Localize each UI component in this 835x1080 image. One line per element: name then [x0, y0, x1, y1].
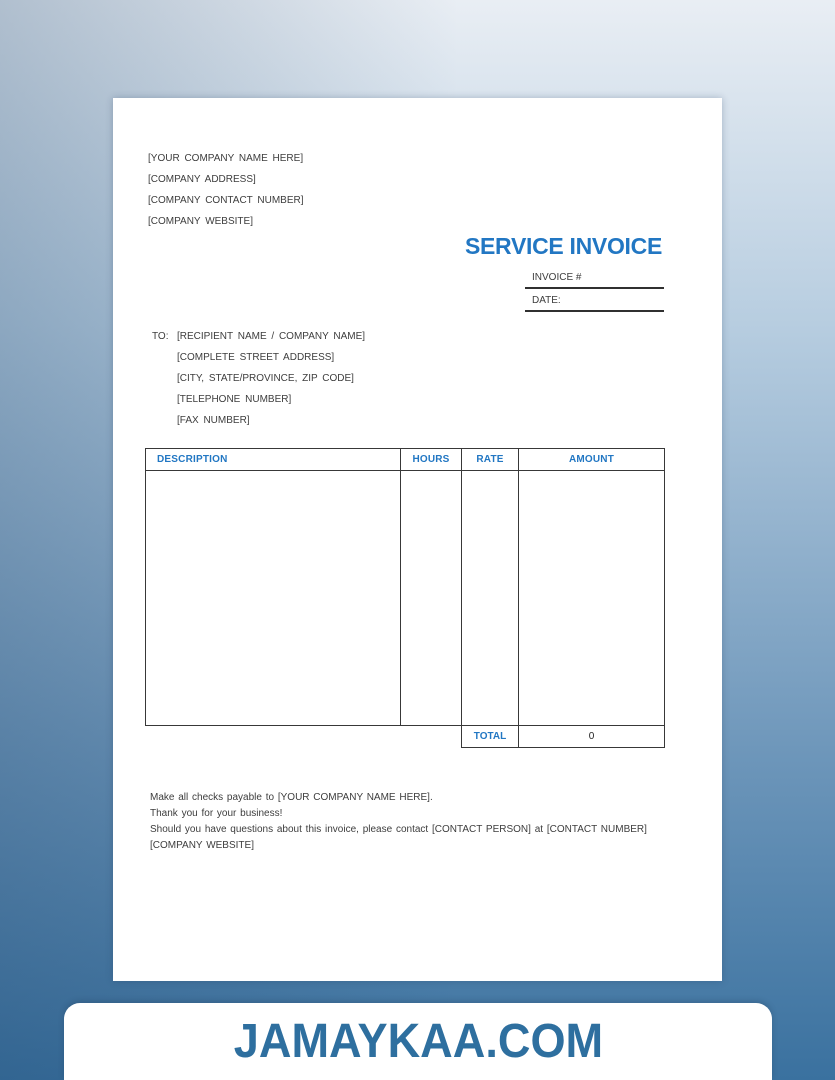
cell-amount — [519, 471, 665, 726]
header-description: DESCRIPTION — [146, 449, 401, 471]
recipient-city-line: [CITY, STATE/PROVINCE, ZIP CODE] — [177, 373, 354, 384]
invoice-title: SERVICE INVOICE — [464, 233, 662, 259]
company-contact-line: [COMPANY CONTACT NUMBER] — [148, 195, 304, 206]
footer-thanks-line: Thank you for your business! — [150, 808, 283, 819]
table-header-row — [146, 449, 665, 471]
company-address-line: [COMPANY ADDRESS] — [148, 174, 256, 185]
line-items-table — [145, 448, 665, 748]
brand-banner — [64, 1003, 772, 1080]
company-info-block — [148, 148, 304, 232]
total-label: TOTAL — [462, 726, 519, 748]
date-label: DATE: — [532, 295, 561, 306]
to-label: TO: — [152, 331, 169, 342]
total-spacer-hours — [401, 726, 462, 748]
footer-checks-line: Make all checks payable to [YOUR COMPANY NAME HERE]. — [150, 792, 433, 803]
brand-banner-text: JAMAYKAA.COM — [233, 1015, 603, 1068]
total-spacer-description — [146, 726, 401, 748]
recipient-name-line: [RECIPIENT NAME / COMPANY NAME] — [177, 331, 366, 342]
company-name-line: [YOUR COMPANY NAME HERE] — [148, 153, 304, 164]
recipient-street-line: [COMPLETE STREET ADDRESS] — [177, 352, 335, 363]
recipient-lines — [177, 326, 365, 431]
table-row — [146, 471, 665, 726]
cell-hours — [401, 471, 462, 726]
recipient-fax-line: [FAX NUMBER] — [177, 415, 250, 426]
company-website-line: [COMPANY WEBSITE] — [148, 216, 253, 227]
invoice-page — [113, 98, 722, 981]
total-value: 0 — [519, 726, 665, 748]
footer-notes — [150, 790, 647, 854]
invoice-number-field — [525, 268, 664, 289]
recipient-phone-line: [TELEPHONE NUMBER] — [177, 394, 292, 405]
invoice-number-label: INVOICE # — [532, 272, 582, 283]
footer-questions-line: Should you have questions about this invoice, please contact [CONTACT PERSON] at [CONTACT NUMBER] — [150, 824, 647, 835]
header-hours: HOURS — [401, 449, 462, 471]
date-field — [525, 291, 664, 312]
invoice-meta-fields — [525, 268, 664, 312]
cell-description — [146, 471, 401, 726]
table-total-row — [146, 726, 665, 748]
header-amount: AMOUNT — [519, 449, 665, 471]
footer-website-line: [COMPANY WEBSITE] — [150, 840, 254, 851]
header-rate: RATE — [462, 449, 519, 471]
recipient-block — [152, 326, 365, 431]
cell-rate — [462, 471, 519, 726]
